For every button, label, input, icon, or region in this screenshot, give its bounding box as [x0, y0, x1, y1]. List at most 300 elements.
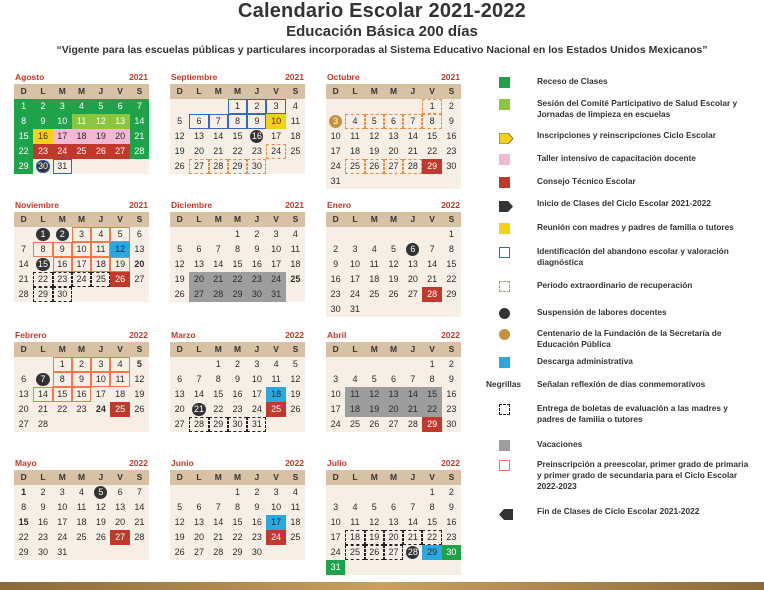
- pink-square-icon: [499, 154, 510, 165]
- month-junio: [170, 458, 305, 560]
- month-year: 2022: [441, 458, 460, 468]
- weekday-header: S: [286, 470, 305, 485]
- day-cell: 26: [110, 272, 129, 287]
- day-cell: 30: [330, 304, 341, 314]
- day-cell: 27: [407, 289, 418, 299]
- day-cell: 11: [369, 259, 379, 269]
- day-cell: 2: [254, 229, 260, 239]
- month-marzo: [170, 330, 305, 432]
- day-cell: 17: [349, 274, 360, 284]
- day-cell: 17: [271, 259, 282, 269]
- day-cell: 28: [209, 287, 228, 302]
- day-cell: 21: [427, 274, 438, 284]
- day-cell: 24: [349, 289, 360, 299]
- day-cell: 17: [266, 515, 285, 530]
- weekday-header: S: [442, 470, 461, 485]
- day-cell: 30: [446, 161, 457, 171]
- day-cell: 2: [72, 357, 91, 372]
- day-cell: 30: [228, 417, 247, 432]
- page-subtitle: Educación Básica 200 días: [286, 23, 478, 40]
- day-cell: 12: [174, 517, 185, 527]
- empty-day: [189, 227, 208, 242]
- day-cell: 7: [410, 374, 416, 384]
- legend-text: Entrega de boletas de evaluación a las madres y padres de familia o tutores: [537, 403, 728, 424]
- day-cell: 26: [134, 404, 145, 414]
- day-cell: 19: [365, 530, 384, 545]
- weekday-header: L: [189, 470, 208, 485]
- month-grid: [326, 84, 461, 189]
- weekday-header: L: [33, 84, 52, 99]
- empty-day: [326, 99, 345, 114]
- day-cell: 23: [251, 146, 262, 156]
- day-cell: 21: [193, 404, 204, 414]
- weekday-header: J: [247, 342, 266, 357]
- weekday-header: L: [345, 470, 364, 485]
- day-cell: 12: [174, 259, 185, 269]
- day-cell: 16: [446, 131, 457, 141]
- day-cell: 31: [326, 560, 345, 575]
- empty-day: [326, 485, 345, 500]
- day-cell: 12: [369, 131, 380, 141]
- day-cell: 24: [266, 144, 285, 159]
- day-cell: 12: [95, 502, 106, 512]
- legend-text: Preinscripción a preescolar, primer grado de primaria y primer grado de secundaria para el Ciclo Escolar 2022-2023: [537, 459, 749, 491]
- day-cell: 5: [177, 116, 183, 126]
- day-cell: 18: [290, 131, 301, 141]
- day-cell: 6: [21, 374, 27, 384]
- weekday-header: S: [286, 342, 305, 357]
- empty-day: [209, 485, 228, 500]
- day-cell: 5: [365, 114, 384, 129]
- legend-text: Fin de Clases de Ciclo Escolar 2021-2022: [537, 506, 700, 516]
- green-square-icon: [499, 77, 510, 88]
- weekday-header: M: [384, 470, 403, 485]
- day-cell: 2: [247, 99, 266, 114]
- empty-day: [422, 227, 441, 242]
- weekday-header: D: [14, 212, 33, 227]
- day-cell: 3: [352, 244, 358, 254]
- day-cell: 10: [251, 374, 262, 384]
- day-cell: 23: [446, 532, 457, 542]
- legend-text: Receso de Clases: [537, 76, 608, 86]
- day-cell: 2: [448, 101, 454, 111]
- day-cell: 26: [388, 289, 399, 299]
- day-cell: 14: [403, 387, 422, 402]
- day-cell: 24: [251, 404, 262, 414]
- day-cell: 11: [91, 242, 110, 257]
- empty-day: [345, 357, 364, 372]
- day-cell: 19: [290, 389, 301, 399]
- day-cell: 11: [72, 114, 91, 129]
- day-cell: 15: [18, 517, 29, 527]
- day-cell: 28: [213, 547, 224, 557]
- day-cell: 12: [369, 517, 380, 527]
- day-cell: 7: [429, 244, 435, 254]
- month-year: 2021: [441, 72, 460, 82]
- day-cell: 23: [247, 272, 266, 287]
- weekday-header: S: [442, 212, 461, 227]
- day-cell: 15: [53, 387, 72, 402]
- empty-day: [33, 357, 52, 372]
- day-cell: 11: [110, 372, 129, 387]
- legend-text: Reunión con madres y padres de familia o tutores: [537, 222, 734, 232]
- day-cell: 3: [266, 99, 285, 114]
- day-cell: 16: [72, 387, 91, 402]
- dark-left-arrow-icon: [499, 507, 510, 518]
- day-cell: 25: [290, 274, 301, 284]
- day-cell: 6: [110, 99, 129, 114]
- day-cell: 29: [228, 287, 247, 302]
- day-cell: 4: [371, 244, 377, 254]
- weekday-header: L: [33, 212, 52, 227]
- day-cell: 6: [189, 114, 208, 129]
- month-grid: [326, 470, 461, 575]
- day-cell: 3: [273, 487, 279, 497]
- day-cell: 6: [136, 229, 142, 239]
- empty-day: [345, 227, 364, 242]
- day-cell: 28: [403, 159, 422, 174]
- day-cell: 12: [174, 131, 185, 141]
- day-cell: 24: [72, 272, 91, 287]
- day-cell: 8: [215, 374, 221, 384]
- day-cell: 6: [177, 374, 183, 384]
- weekday-header: M: [209, 342, 228, 357]
- day-cell: 3: [72, 227, 91, 242]
- day-cell: 19: [134, 389, 145, 399]
- day-cell: 8: [228, 114, 247, 129]
- day-cell: 27: [110, 144, 129, 159]
- day-cell: 7: [21, 244, 27, 254]
- dark-arrow-icon: [499, 199, 510, 210]
- month-name: Noviembre: [15, 200, 59, 210]
- day-cell: 9: [40, 502, 46, 512]
- month-diciembre: [170, 200, 305, 302]
- month-grid: [14, 342, 149, 432]
- day-cell: 3: [333, 502, 339, 512]
- day-cell: 25: [266, 402, 285, 417]
- day-cell: 14: [213, 517, 224, 527]
- day-cell: 28: [422, 287, 441, 302]
- weekday-header: M: [365, 470, 384, 485]
- day-cell: 22: [232, 146, 243, 156]
- day-cell: 4: [110, 357, 129, 372]
- month-grid: [14, 212, 149, 302]
- day-cell: 9: [247, 114, 266, 129]
- day-cell: 19: [365, 402, 384, 417]
- day-cell: 13: [110, 114, 129, 129]
- empty-day: [384, 357, 403, 372]
- month-abril: [326, 330, 461, 432]
- day-cell: 4: [345, 114, 364, 129]
- day-cell: 20: [115, 517, 126, 527]
- day-cell: 24: [266, 530, 285, 545]
- day-cell: 9: [254, 502, 260, 512]
- month-grid: [170, 212, 305, 302]
- month-year: 2021: [129, 72, 148, 82]
- day-cell: 18: [290, 517, 301, 527]
- day-cell: 24: [330, 547, 341, 557]
- day-cell: 9: [254, 244, 260, 254]
- month-febrero: [14, 330, 149, 432]
- day-cell: 22: [14, 144, 33, 159]
- day-cell: 9: [448, 374, 454, 384]
- day-cell: 4: [352, 502, 358, 512]
- weekday-header: V: [110, 470, 129, 485]
- day-cell: 1: [448, 229, 454, 239]
- day-cell: 11: [290, 116, 301, 126]
- day-cell: 2: [448, 487, 454, 497]
- day-cell: 30: [247, 287, 266, 302]
- weekday-header: J: [91, 342, 110, 357]
- day-cell: 17: [57, 517, 68, 527]
- day-cell: 29: [18, 547, 29, 557]
- empty-day: [170, 357, 189, 372]
- day-cell: 15: [232, 517, 243, 527]
- day-cell: 26: [174, 161, 185, 171]
- day-cell: 31: [266, 287, 285, 302]
- day-cell: 11: [350, 517, 360, 527]
- day-cell: 5: [110, 227, 129, 242]
- day-cell: 4: [79, 487, 85, 497]
- weekday-header: M: [53, 212, 72, 227]
- empty-day: [326, 227, 345, 242]
- day-cell: 24: [53, 144, 72, 159]
- day-cell: 24: [57, 532, 68, 542]
- day-cell: 26: [91, 144, 110, 159]
- day-cell: 15: [422, 387, 441, 402]
- day-cell: 15: [14, 129, 33, 144]
- day-cell: 2: [33, 99, 52, 114]
- day-cell: 10: [91, 372, 110, 387]
- day-cell: 17: [271, 131, 282, 141]
- day-cell: 3: [91, 357, 110, 372]
- gray-square-icon: [499, 440, 510, 451]
- weekday-header: V: [110, 342, 129, 357]
- legend-text: Consejo Técnico Escolar: [537, 176, 636, 186]
- legend-bold-label: Negrillas: [486, 379, 522, 389]
- weekday-header: M: [53, 470, 72, 485]
- weekday-header: S: [442, 342, 461, 357]
- day-cell: 19: [110, 257, 129, 272]
- salmon-outline-icon: [499, 460, 510, 471]
- weekday-header: M: [365, 84, 384, 99]
- day-cell: 2: [254, 487, 260, 497]
- weekday-header: D: [170, 470, 189, 485]
- day-cell: 26: [174, 547, 185, 557]
- weekday-header: M: [365, 212, 384, 227]
- day-cell: 25: [345, 159, 364, 174]
- legend-text: Inscripciones y reinscripciones Ciclo Escolar: [537, 130, 716, 140]
- day-cell: 30: [37, 547, 48, 557]
- day-cell: 16: [251, 131, 262, 141]
- day-cell: 4: [292, 229, 298, 239]
- weekday-header: M: [72, 342, 91, 357]
- day-cell: 21: [130, 129, 149, 144]
- weekday-header: M: [72, 212, 91, 227]
- day-cell: 11: [290, 502, 301, 512]
- day-cell: 19: [369, 146, 380, 156]
- day-cell: 2: [40, 487, 46, 497]
- day-cell: 31: [330, 176, 341, 186]
- day-cell: 14: [33, 387, 52, 402]
- day-cell: 25: [349, 419, 360, 429]
- day-cell: 2: [56, 228, 69, 241]
- weekday-header: V: [266, 470, 285, 485]
- blue-outline-icon: [499, 247, 510, 258]
- day-cell: 15: [446, 259, 457, 269]
- day-cell: 5: [94, 486, 107, 499]
- day-cell: 23: [37, 532, 48, 542]
- empty-day: [365, 357, 384, 372]
- month-grid: [326, 212, 461, 317]
- day-cell: 20: [189, 272, 208, 287]
- month-name: Diciembre: [171, 200, 213, 210]
- day-cell: 13: [134, 244, 145, 254]
- month-year: 2021: [285, 72, 304, 82]
- day-cell: 25: [72, 144, 91, 159]
- legend-text: Descarga administrativa: [537, 356, 633, 366]
- day-cell: 2: [448, 359, 454, 369]
- weekday-header: D: [170, 84, 189, 99]
- day-cell: 6: [117, 487, 123, 497]
- day-cell: 19: [174, 146, 185, 156]
- day-cell: 18: [290, 259, 301, 269]
- day-cell: 9: [72, 372, 91, 387]
- day-cell: 18: [72, 129, 91, 144]
- day-cell: 21: [407, 146, 418, 156]
- day-cell: 16: [232, 389, 243, 399]
- day-cell: 7: [130, 99, 149, 114]
- empty-day: [403, 99, 422, 114]
- day-cell: 16: [330, 274, 341, 284]
- day-cell: 22: [18, 532, 29, 542]
- day-cell: 26: [369, 419, 380, 429]
- weekday-header: M: [228, 84, 247, 99]
- month-name: Abril: [327, 330, 347, 340]
- day-cell: 13: [193, 517, 204, 527]
- weekday-header: S: [286, 212, 305, 227]
- day-cell: 3: [329, 115, 342, 128]
- day-cell: 17: [53, 129, 72, 144]
- empty-day: [170, 227, 189, 242]
- day-cell: 26: [365, 159, 384, 174]
- day-cell: 26: [174, 289, 185, 299]
- weekday-header: L: [189, 84, 208, 99]
- legend-text: Vacaciones: [537, 439, 583, 449]
- day-cell: 21: [134, 517, 145, 527]
- weekday-header: M: [384, 84, 403, 99]
- day-cell: 18: [115, 389, 126, 399]
- day-cell: 9: [448, 116, 454, 126]
- day-cell: 5: [136, 359, 142, 369]
- month-year: 2021: [285, 200, 304, 210]
- day-cell: 14: [213, 131, 224, 141]
- weekday-header: L: [33, 470, 52, 485]
- day-cell: 20: [193, 146, 204, 156]
- day-cell: 18: [345, 402, 364, 417]
- day-cell: 9: [33, 114, 52, 129]
- day-cell: 7: [215, 244, 221, 254]
- day-cell: 21: [213, 146, 224, 156]
- yellow-square-icon: [499, 223, 510, 234]
- empty-day: [384, 99, 403, 114]
- day-cell: 7: [136, 487, 142, 497]
- month-year: 2022: [285, 330, 304, 340]
- day-cell: 18: [76, 517, 87, 527]
- day-cell: 13: [407, 259, 418, 269]
- day-cell: 23: [251, 532, 262, 542]
- empty-day: [384, 485, 403, 500]
- empty-day: [209, 99, 228, 114]
- weekday-header: S: [130, 84, 149, 99]
- month-grid: [14, 84, 149, 174]
- day-cell: 25: [290, 532, 301, 542]
- day-cell: 25: [369, 289, 380, 299]
- day-cell: 25: [345, 545, 364, 560]
- day-cell: 28: [407, 547, 418, 557]
- day-cell: 8: [21, 502, 27, 512]
- weekday-header: V: [266, 342, 285, 357]
- day-cell: 23: [446, 146, 457, 156]
- day-cell: 30: [37, 161, 48, 171]
- day-cell: 23: [76, 404, 87, 414]
- empty-day: [403, 227, 422, 242]
- day-cell: 10: [271, 244, 282, 254]
- day-cell: 29: [33, 287, 52, 302]
- month-year: 2022: [129, 458, 148, 468]
- day-cell: 25: [76, 532, 87, 542]
- day-cell: 1: [53, 357, 72, 372]
- weekday-header: V: [422, 212, 441, 227]
- day-cell: 6: [196, 244, 202, 254]
- weekday-header: L: [345, 212, 364, 227]
- day-cell: 17: [95, 389, 106, 399]
- day-cell: 20: [388, 146, 399, 156]
- day-cell: 29: [422, 545, 441, 560]
- orange-dashed-outline-icon: [499, 281, 510, 292]
- day-cell: 5: [391, 244, 397, 254]
- day-cell: 15: [37, 259, 48, 269]
- black-dashed-outline-icon: [499, 404, 510, 415]
- day-cell: 21: [403, 530, 422, 545]
- day-cell: 1: [235, 229, 241, 239]
- weekday-header: J: [91, 470, 110, 485]
- day-cell: 2: [235, 359, 241, 369]
- day-cell: 1: [21, 487, 27, 497]
- weekday-header: D: [326, 342, 345, 357]
- day-cell: 14: [407, 131, 418, 141]
- day-cell: 17: [330, 532, 341, 542]
- day-cell: 17: [72, 257, 91, 272]
- day-cell: 8: [429, 502, 435, 512]
- empty-day: [365, 227, 384, 242]
- day-cell: 7: [215, 502, 221, 512]
- day-cell: 28: [209, 159, 228, 174]
- month-name: Febrero: [15, 330, 47, 340]
- day-cell: 30: [446, 419, 457, 429]
- day-cell: 11: [350, 131, 360, 141]
- day-cell: 10: [57, 502, 68, 512]
- empty-day: [365, 485, 384, 500]
- weekday-header: J: [403, 212, 422, 227]
- day-cell: 9: [333, 259, 339, 269]
- day-cell: 24: [266, 272, 285, 287]
- day-cell: 28: [134, 532, 145, 542]
- weekday-header: J: [247, 470, 266, 485]
- day-cell: 13: [193, 259, 204, 269]
- legend-text: Identificación del abandono escolar y valoración diagnóstica: [537, 246, 729, 267]
- weekday-header: L: [189, 342, 208, 357]
